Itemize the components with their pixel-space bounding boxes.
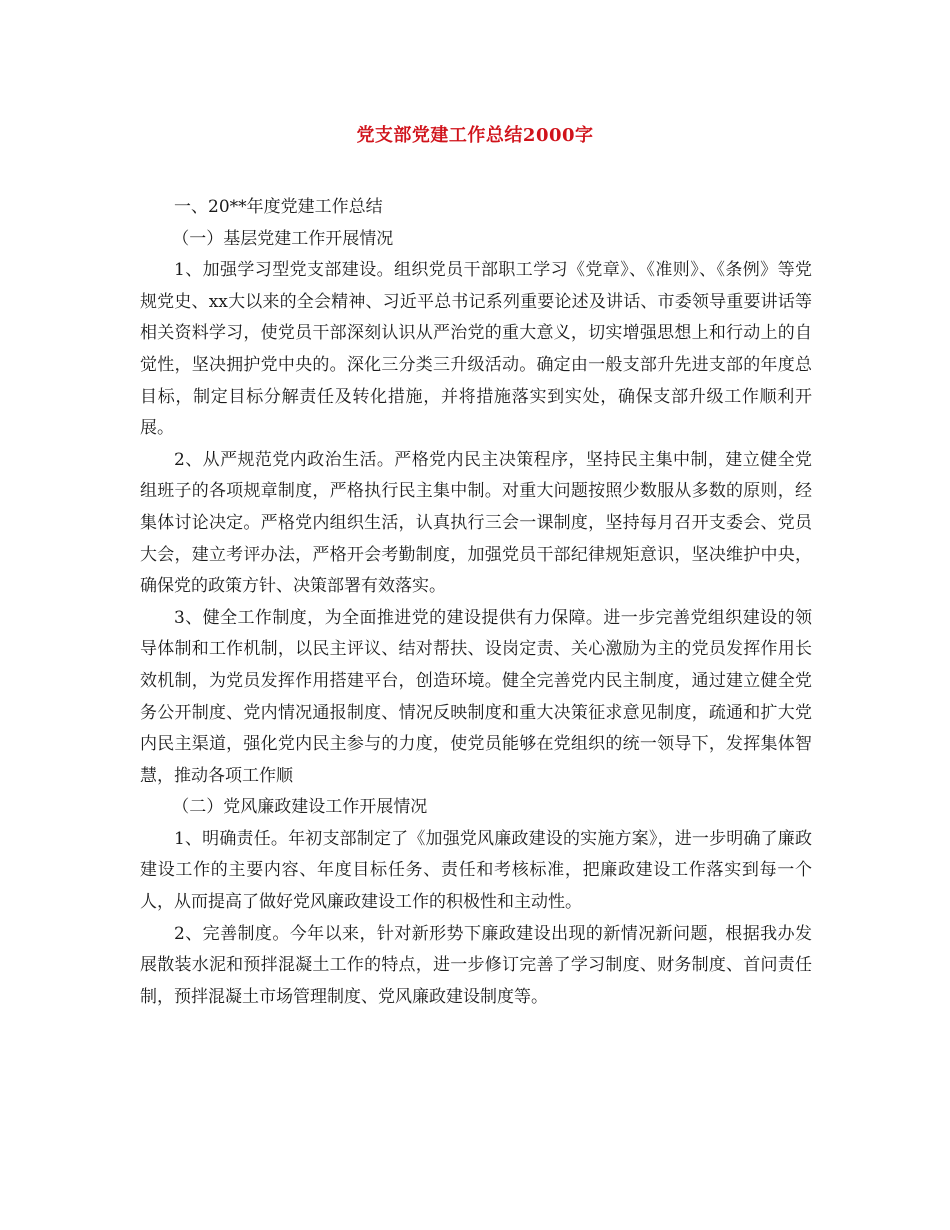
subsection-heading: （一）基层党建工作开展情况 — [172, 228, 394, 249]
paragraph: 3、健全工作制度，为全面推进党的建设提供有力保障。进一步完善党组织建设的领导体制和工作机制，以民主评议、结对帮扶、设岗定责、关心激励为主的党员发挥作用长效机制，为党员发挥作用搭建平台，创造环境。健全完善党内民主制度，通过建立健全党务公开制度、党内情况通报制度、情况反映制度和重大决策征求意见制度，疏通和扩大党内民主渠道，强化党内民主参与的力度，使党员能够在党组织的统一领导下，发挥集体智慧，推动各项工作顺 — [140, 607, 812, 786]
document-body — [140, 192, 812, 1013]
document-title: 党支部党建工作总结2000字 — [356, 125, 594, 146]
paragraph: 1、加强学习型党支部建设。组织党员干部职工学习《党章》、《准则》、《条例》等党规党史、xx大以来的全会精神、习近平总书记系列重要论述及讲话、市委领导重要讲话等相关资料学习，使党员干部深刻认识从严治党的重大意义，切实增强思想上和行动上的自觉性，坚决拥护党中央的。深化三分类三升级活动。确定由一般支部升先进支部的年度总目标，制定目标分解责任及转化措施，并将措施落实到实处，确保支部升级工作顺利开展。 — [140, 260, 812, 439]
subsection-heading: （二）党风廉政建设工作开展情况 — [172, 797, 428, 818]
paragraph: 2、完善制度。今年以来，针对新形势下廉政建设出现的新情况新问题，根据我办发展散装水泥和预拌混凝土工作的特点，进一步修订完善了学习制度、财务制度、首问责任制，预拌混凝土市场管理制度、党风廉政建设制度等。 — [140, 923, 812, 1007]
paragraph: 1、明确责任。年初支部制定了《加强党风廉政建设的实施方案》，进一步明确了廉政建设工作的主要内容、年度目标任务、责任和考核标准，把廉政建设工作落实到每一个人，从而提高了做好党风廉政建设工作的积极性和主动性。 — [140, 828, 812, 913]
paragraph: 2、从严规范党内政治生活。严格党内民主决策程序，坚持民主集中制，建立健全党组班子的各项规章制度，严格执行民主集中制。对重大问题按照少数服从多数的原则，经集体讨论决定。严格党内组织生活，认真执行三会一课制度，坚持每月召开支委会、党员大会，建立考评办法，严格开会考勤制度，加强党员干部纪律规矩意识，坚决维护中央，确保党的政策方针、决策部署有效落实。 — [140, 449, 812, 597]
section-heading: 一、20**年度党建工作总结 — [174, 197, 383, 217]
